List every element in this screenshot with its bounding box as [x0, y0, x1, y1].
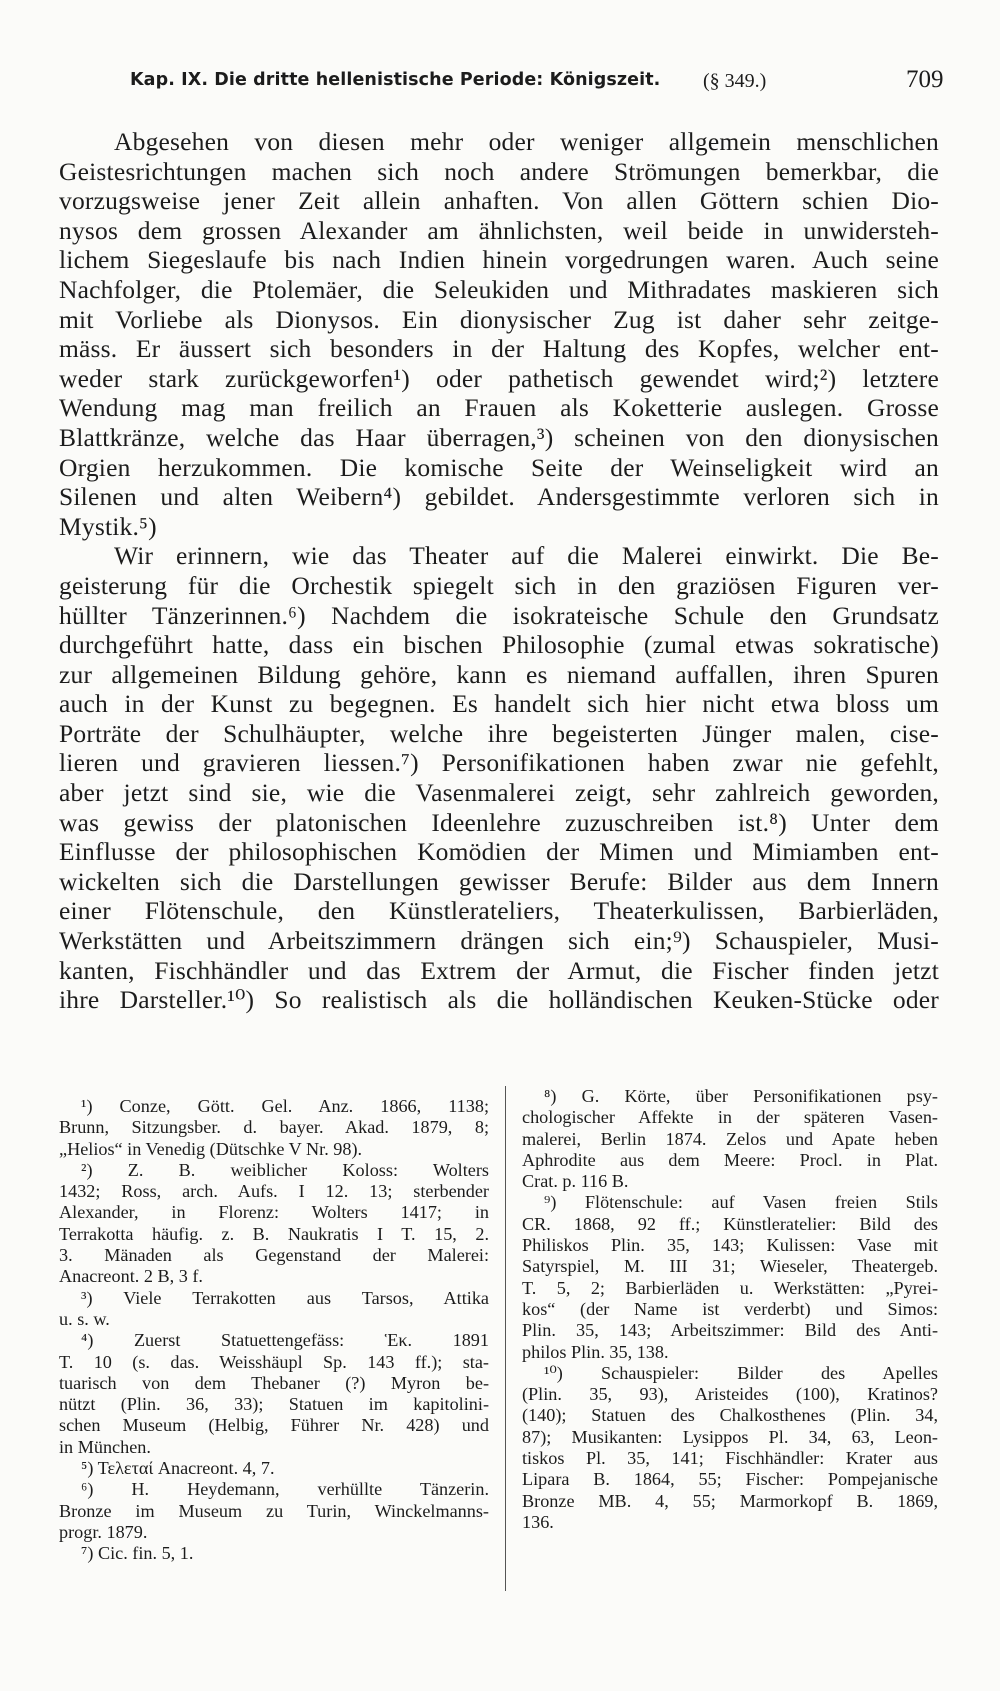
footnote-line: ²) Z. B. weiblicher Koloss: Wolters: [81, 1159, 489, 1180]
footnote-line: T. 5, 2; Barbierläden u. Werkstätten: „Pyrei-: [522, 1277, 938, 1298]
text-line: Porträte der Schulhäupter, welche ihre begeisterten Jünger malen, cise-: [59, 718, 939, 748]
footnote-line: ⁵) Τελεταί Anacreont. 4, 7.: [81, 1458, 275, 1479]
footnote-line: ⁸) G. Körte, über Personifikationen psy-: [544, 1086, 938, 1106]
footnotes-left-column: [59, 1096, 489, 1565]
text-line: Blattkränze, welche das Haar überragen,³) scheinen von den dionysischen: [59, 422, 939, 452]
text-line: Mystik.⁵): [59, 511, 157, 541]
footnote-line: 136.: [522, 1511, 554, 1532]
footnote-line: kos“ (der Name ist verderbt) und Simos:: [522, 1298, 938, 1319]
text-line: Geistesrichtungen machen sich noch andere Strömungen bemerkbar, die: [59, 156, 939, 186]
footnote-line: Brunn, Sitzungsber. d. bayer. Akad. 1879, 8;: [59, 1117, 489, 1138]
column-divider: [505, 1086, 506, 1591]
footnote-line: Satyrspiel, M. III 31; Wieseler, Theatergeb.: [522, 1256, 938, 1277]
footnote-line: ³) Viele Terrakotten aus Tarsos, Attika: [81, 1287, 489, 1308]
text-line: einer Flötenschule, den Künstlerateliers, Theaterkulissen, Barbierläden,: [59, 896, 939, 926]
footnote-line: ⁹) Flötenschule: auf Vasen freien Stils: [544, 1192, 938, 1213]
footnote-line: tuarisch von dem Thebaner (?) Myron be-: [59, 1372, 489, 1393]
footnote-line: ¹) Conze, Gött. Gel. Anz. 1866, 1138;: [81, 1096, 489, 1116]
text-line: was gewiss der platonischen Ideenlehre zuzuschreiben ist.⁸) Unter dem: [59, 807, 939, 837]
footnote-line: 87); Musikanten: Lysippos Pl. 34, 63, Leon-: [522, 1426, 938, 1447]
text-line: weder stark zurückgeworfen¹) oder pathetisch gewendet wird;²) letztere: [59, 363, 939, 393]
footnote-line: nützt (Plin. 36, 33); Statuen im kapitolini-: [59, 1394, 489, 1415]
page-number: 709: [906, 66, 944, 93]
text-line: Orgien herzukommen. Die komische Seite der Weinseligkeit wird an: [59, 452, 939, 482]
footnote-line: philos Plin. 35, 138.: [522, 1341, 669, 1362]
chapter-title: Kap. IX. Die dritte hellenistische Periode: Königszeit.: [130, 70, 661, 90]
running-header: [0, 66, 1000, 100]
footnote-line: Terrakotta häufig. z. B. Naukratis I T. 15, 2.: [59, 1223, 489, 1244]
footnote-line: ⁴) Zuerst Statuettengefäss: Ἑκ. 1891: [81, 1330, 489, 1351]
footnote-line: schen Museum (Helbig, Führer Nr. 428) und: [59, 1415, 489, 1436]
footnote-line: Plin. 35, 143; Arbeitszimmer: Bild des Anti-: [522, 1320, 938, 1341]
text-line: kanten, Fischhändler und das Extrem der Armut, die Fischer finden jetzt: [59, 955, 939, 985]
footnote-line: Crat. p. 116 B.: [522, 1171, 629, 1192]
footnote-line: tiskos Pl. 35, 141; Fischhändler: Krater aus: [522, 1448, 938, 1469]
text-line: ihre Darsteller.¹⁰) So realistisch als die holländischen Keuken-Stücke oder: [59, 985, 939, 1015]
main-text-body: [59, 127, 939, 1015]
text-line: aber jetzt sind sie, wie die Vasenmalerei zeigt, sehr zahlreich geworden,: [59, 778, 939, 808]
footnotes-right-column: [522, 1086, 938, 1533]
footnote-line: Bronze MB. 4, 55; Marmorkopf B. 1869,: [522, 1490, 938, 1511]
footnote-line: 3. Mänaden als Gegenstand der Malerei:: [59, 1245, 489, 1266]
footnote-line: chologischer Affekte in der späteren Vasen-: [522, 1107, 938, 1128]
footnote-line: malerei, Berlin 1874. Zelos und Apate heben: [522, 1128, 938, 1149]
footnote-line: ¹⁰) Schauspieler: Bilder des Apelles: [544, 1362, 938, 1383]
footnote-line: ⁷) Cic. fin. 5, 1.: [81, 1543, 194, 1564]
text-line: Nachfolger, die Ptolemäer, die Seleukiden und Mithradates maskieren sich: [59, 274, 939, 304]
footnote-line: Lipara B. 1864, 55; Fischer: Pompejanische: [522, 1469, 938, 1490]
text-line: wickelten sich die Darstellungen gewisser Berufe: Bilder aus dem Innern: [59, 866, 939, 896]
footnote-line: Alexander, in Florenz: Wolters 1417; in: [59, 1202, 489, 1223]
footnote-line: 1432; Ross, arch. Aufs. I 12. 13; sterbender: [59, 1181, 489, 1202]
text-line: Silenen und alten Weibern⁴) gebildet. Andersgestimmte verloren sich in: [59, 482, 939, 512]
footnote-line: T. 10 (s. das. Weisshäupl Sp. 143 ff.); sta-: [59, 1351, 489, 1372]
section-reference: (§ 349.): [703, 70, 767, 92]
footnote-line: (140); Statuen des Chalkosthenes (Plin. 34,: [522, 1405, 938, 1426]
text-line: lieren und gravieren liessen.⁷) Personifikationen haben zwar nie gefehlt,: [59, 748, 939, 778]
footnote-line: u. s. w.: [59, 1308, 110, 1329]
footnote-line: (Plin. 35, 93), Aristeides (100), Kratinos?: [522, 1384, 938, 1405]
footnote-line: Bronze im Museum zu Turin, Winckelmanns-: [59, 1500, 489, 1521]
text-line: Wendung mag man freilich an Frauen als Koketterie auslegen. Grosse: [59, 393, 939, 423]
footnote-line: „Helios“ in Venedig (Dütschke V Nr. 98).: [59, 1138, 363, 1159]
text-line: auch in der Kunst zu begegnen. Es handelt sich hier nicht etwa bloss um: [59, 689, 939, 719]
text-line: hüllter Tänzerinnen.⁶) Nachdem die isokrateische Schule den Grundsatz: [59, 600, 939, 630]
footnote-line: CR. 1868, 92 ff.; Künstleratelier: Bild des: [522, 1213, 938, 1234]
text-line: zur allgemeinen Bildung gehöre, kann es niemand auffallen, ihren Spuren: [59, 659, 939, 689]
text-line: Werkstätten und Arbeitszimmern drängen sich ein;⁹) Schauspieler, Musi-: [59, 926, 939, 956]
text-line: lichem Siegeslaufe bis nach Indien hinein vorgedrungen waren. Auch seine: [59, 245, 939, 275]
text-line: mit Vorliebe als Dionysos. Ein dionysischer Zug ist daher sehr zeitge-: [59, 304, 939, 334]
text-line: geisterung für die Orchestik spiegelt sich in den graziösen Figuren ver-: [59, 570, 939, 600]
text-line: vorzugsweise jener Zeit allein anhaften. Von allen Göttern schien Dio-: [59, 186, 939, 216]
text-line: nysos dem grossen Alexander am ähnlichsten, weil beide in unwidersteh-: [59, 215, 939, 245]
text-line: Einflusse der philosophischen Komödien der Mimen und Mimiamben ent-: [59, 837, 939, 867]
footnote-line: ⁶) H. Heydemann, verhüllte Tänzerin.: [81, 1479, 489, 1500]
text-line: mäss. Er äussert sich besonders in der Haltung des Kopfes, welcher ent-: [59, 334, 939, 364]
text-line: Wir erinnern, wie das Theater auf die Malerei einwirkt. Die Be-: [114, 541, 939, 571]
text-line: durchgeführt hatte, dass ein bischen Philosophie (zumal etwas sokratische): [59, 630, 939, 660]
footnote-line: progr. 1879.: [59, 1521, 148, 1542]
footnote-line: Anacreont. 2 B, 3 f.: [59, 1266, 203, 1287]
text-line: Abgesehen von diesen mehr oder weniger allgemein menschlichen: [114, 127, 939, 156]
footnote-line: in München.: [59, 1436, 151, 1457]
footnote-line: Aphrodite aus dem Meere: Procl. in Plat.: [522, 1149, 938, 1170]
footnote-line: Philiskos Plin. 35, 143; Kulissen: Vase mit: [522, 1235, 938, 1256]
